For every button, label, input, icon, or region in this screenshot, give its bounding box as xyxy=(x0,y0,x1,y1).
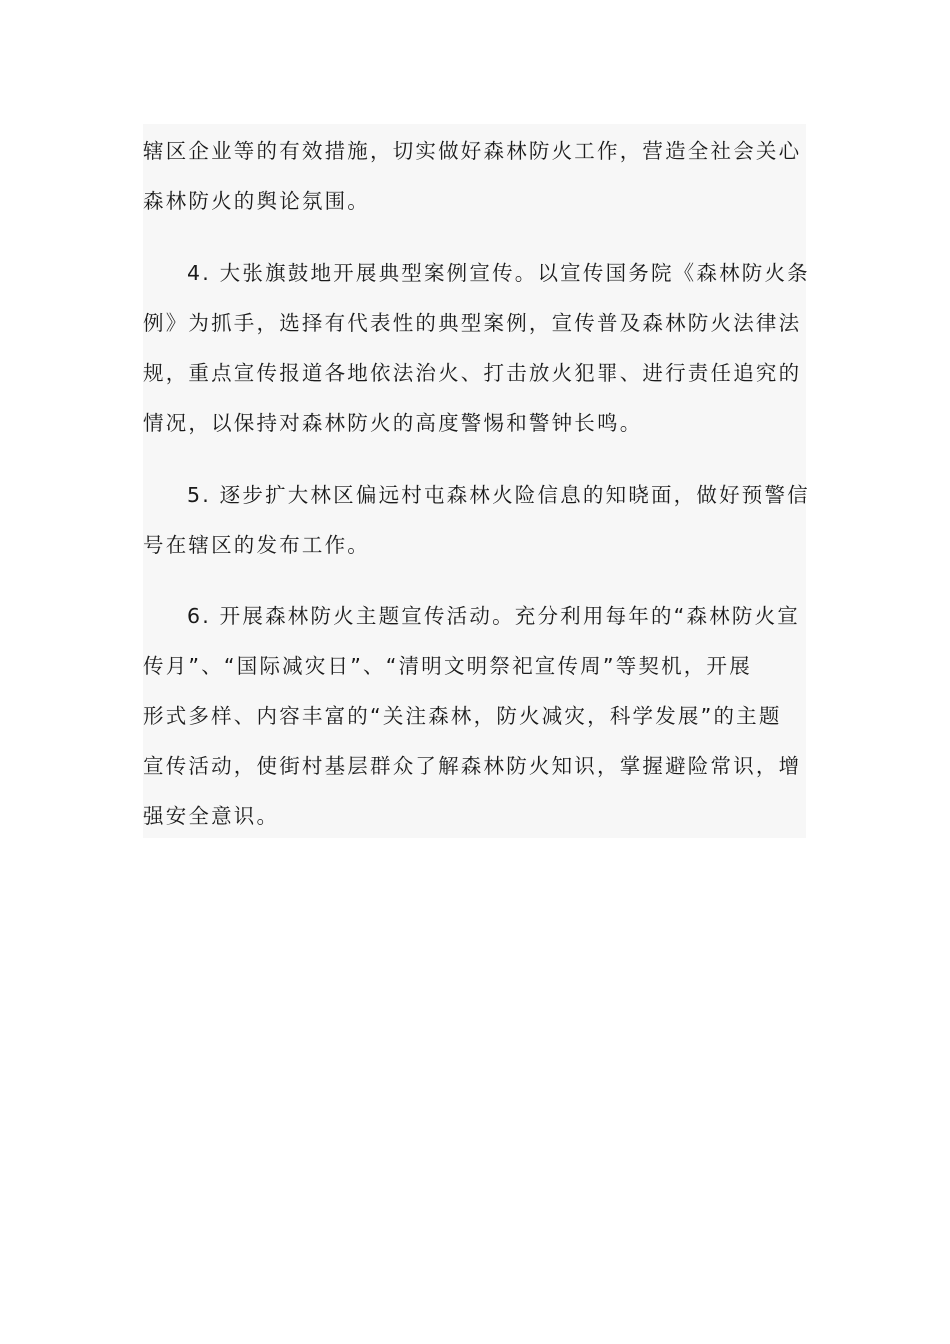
text-line: 例》为抓手，选择有代表性的典型案例，宣传普及森林防火法律法 xyxy=(143,311,802,335)
text-line: 规，重点宣传报道各地依法治火、打击放火犯罪、进行责任追究的 xyxy=(143,361,802,385)
text-line: 情况，以保持对森林防火的高度警惕和警钟长鸣。 xyxy=(143,411,643,435)
text-line: 号在辖区的发布工作。 xyxy=(143,533,370,557)
text-line: 传月”、“国际减灾日”、“清明文明祭祀宣传周”等契机，开展 xyxy=(143,654,752,678)
text-line: 4. 大张旗鼓地开展典型案例宣传。以宣传国务院《森林防火条 xyxy=(187,261,810,285)
text-line: 宣传活动，使街村基层群众了解森林防火知识，掌握避险常识，增 xyxy=(143,754,802,778)
paragraph-6 xyxy=(143,591,803,841)
paragraph-4 xyxy=(143,248,810,448)
paragraph-continued xyxy=(143,126,803,226)
text-line: 森林防火的舆论氛围。 xyxy=(143,189,370,213)
text-line: 5. 逐步扩大林区偏远村屯森林火险信息的知晓面，做好预警信 xyxy=(187,483,810,507)
text-line: 强安全意识。 xyxy=(143,804,280,828)
text-line: 形式多样、内容丰富的“关注森林，防火减灾，科学发展”的主题 xyxy=(143,704,782,728)
text-line: 辖区企业等的有效措施，切实做好森林防火工作，营造全社会关心 xyxy=(143,139,802,163)
text-line: 6. 开展森林防火主题宣传活动。充分利用每年的“森林防火宣 xyxy=(187,604,800,628)
paragraph-5 xyxy=(143,470,810,570)
